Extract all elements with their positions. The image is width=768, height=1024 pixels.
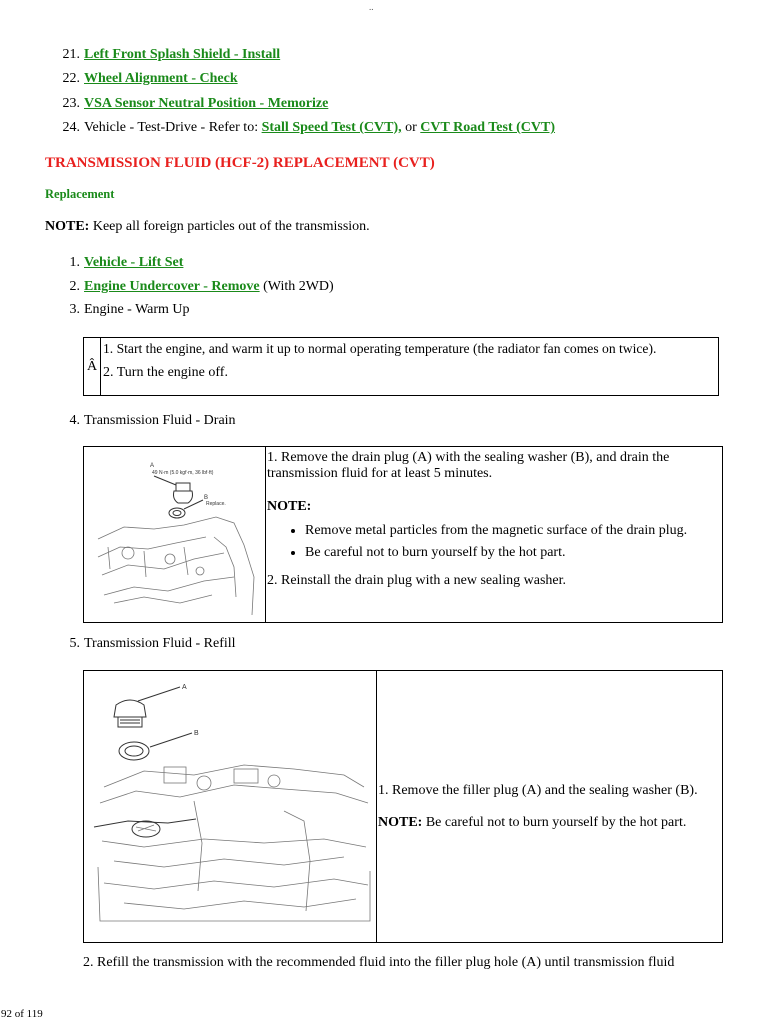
refill-instructions [377, 671, 723, 943]
warmup-marker: Â [84, 338, 101, 396]
svg-text:Replace.: Replace. [206, 501, 226, 507]
refill-figure-cell [84, 671, 377, 943]
drain-instruction-box [83, 446, 723, 623]
link-wheel-alignment-check[interactable]: Wheel Alignment - Check [84, 71, 238, 86]
refill-instruction-box [83, 670, 723, 943]
step-24: 24. Vehicle - Test-Drive - Refer to: Stall Speed Test (CVT), or CVT Road Test (CVT) [62, 120, 556, 135]
filler-plug-illustration [84, 671, 376, 937]
header-mark: .. [369, 2, 374, 12]
refill-note: NOTE: Be careful not to burn yourself by the hot part. [378, 814, 687, 830]
drain-note-list [267, 523, 720, 561]
svg-text:A: A [182, 684, 187, 691]
subsection-title: Replacement [45, 187, 115, 201]
step-22: 22. Wheel Alignment - Check [62, 71, 238, 86]
step-3: 3. Engine - Warm Up [69, 302, 190, 317]
svg-text:49 N·m (5.0 kgf·m, 36 lbf·ft): 49 N·m (5.0 kgf·m, 36 lbf·ft) [152, 470, 214, 476]
refill-line-1: 1. Remove the filler plug (A) and the sealing washer (B). [378, 782, 698, 798]
link-cvt-road-test[interactable]: CVT Road Test (CVT) [420, 120, 556, 135]
warmup-line-1: 1. Start the engine, and warm it up to normal operating temperature (the radiator fan comes on twice). [103, 341, 657, 356]
step-21: 21. Left Front Splash Shield - Install [62, 47, 281, 62]
step-2: 2. Engine Undercover - Remove (With 2WD) [69, 279, 334, 294]
drain-note-bullet-1: • Remove metal particles from the magnetic surface of the drain plug. [305, 523, 720, 539]
svg-text:B: B [204, 495, 209, 501]
drain-note-label: NOTE: [267, 499, 312, 514]
drain-instructions [266, 447, 723, 623]
svg-text:A: A [150, 463, 155, 469]
warmup-instructions [101, 338, 719, 396]
page-counter: 92 of 119 [1, 1008, 43, 1020]
section-title: TRANSMISSION FLUID (HCF-2) REPLACEMENT (CVT) [45, 155, 435, 171]
link-vsa-sensor-neutral-position[interactable]: VSA Sensor Neutral Position - Memorize [84, 96, 329, 111]
drain-figure-cell [84, 447, 266, 623]
link-left-front-splash-shield-install[interactable]: Left Front Splash Shield - Install [84, 47, 281, 62]
link-vehicle-lift-set[interactable]: Vehicle - Lift Set [84, 255, 184, 270]
step-1: 1. Vehicle - Lift Set [69, 255, 184, 270]
link-stall-speed-test[interactable]: Stall Speed Test (CVT), [261, 120, 402, 135]
warmup-line-2: 2. Turn the engine off. [103, 365, 228, 380]
step-5: 5. Transmission Fluid - Refill [69, 636, 236, 651]
warmup-instruction-box [83, 337, 719, 396]
step-23: 23. VSA Sensor Neutral Position - Memorize [62, 96, 329, 111]
drain-line-1: 1. Remove the drain plug (A) with the sealing washer (B), and drain the transmission fluid for at least 5 minutes. [267, 450, 670, 481]
refill-line-2: 2. Refill the transmission with the recommended fluid into the filler plug hole (A) until transmission fluid [83, 955, 675, 970]
step-4: 4. Transmission Fluid - Drain [69, 413, 236, 428]
svg-text:B: B [194, 730, 199, 737]
drain-line-2: 2. Reinstall the drain plug with a new sealing washer. [267, 573, 566, 588]
note-foreign-particles: NOTE: Keep all foreign particles out of the transmission. [45, 219, 370, 234]
drain-note-bullet-2: • Be careful not to burn yourself by the hot part. [305, 545, 720, 561]
link-engine-undercover-remove[interactable]: Engine Undercover - Remove [84, 279, 260, 294]
drain-plug-illustration [84, 447, 265, 617]
